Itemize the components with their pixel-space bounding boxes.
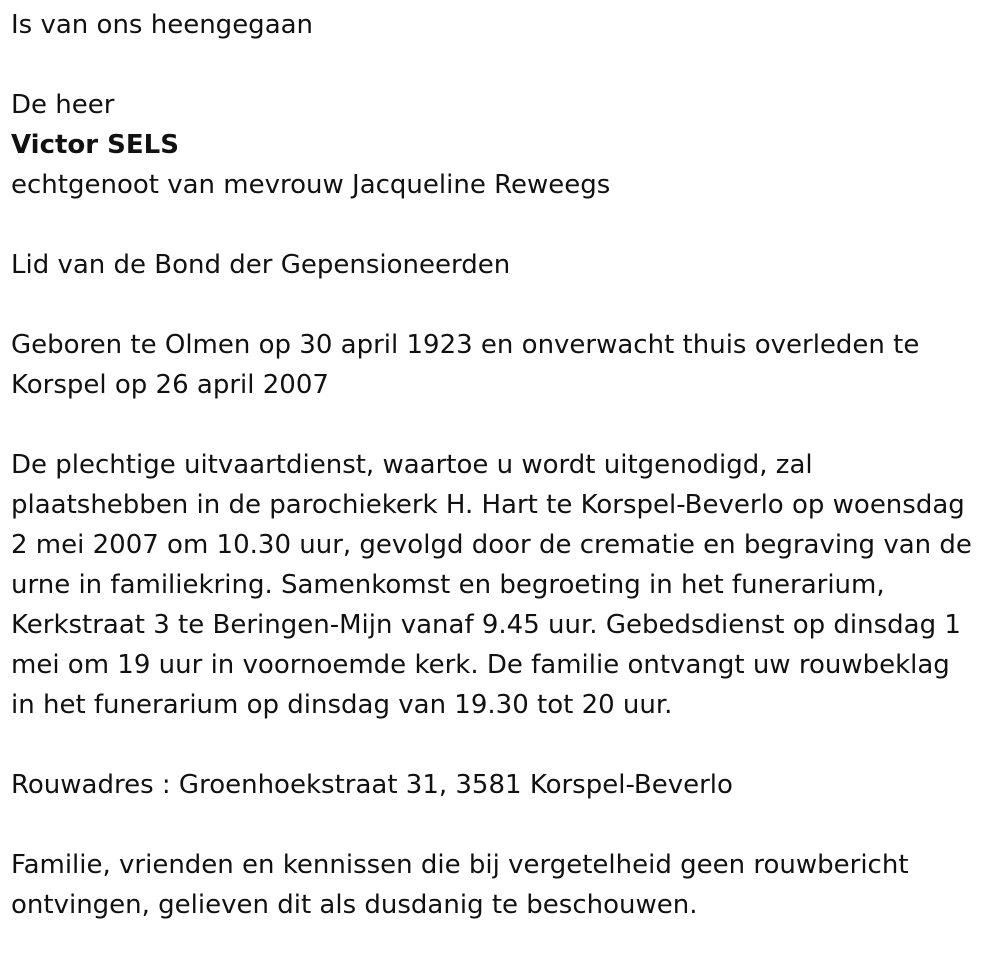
paragraph-line: Korspel op 26 april 2007: [11, 370, 329, 400]
paragraph-line: Geboren te Olmen op 30 april 1923 en onverwacht thuis overleden te: [11, 330, 920, 360]
spacer: [11, 45, 996, 85]
paragraph-line: Kerkstraat 3 te Beringen-Mijn vanaf 9.45 uur. Gebedsdienst op dinsdag 1: [11, 610, 961, 640]
intro-text: Is van ons heengegaan: [11, 10, 314, 40]
paragraph-line: De plechtige uitvaartdienst, waartoe u wordt uitgenodigd, zal: [11, 450, 813, 480]
mourning-address: Rouwadres : Groenhoekstraat 31, 3581 Korspel-Beverlo: [11, 770, 733, 800]
funeral-service-paragraph: [11, 445, 996, 725]
paragraph-line: 2 mei 2007 om 10.30 uur, gevolgd door de crematie en begraving van de: [11, 530, 972, 560]
paragraph-line: plaatshebben in de parochiekerk H. Hart te Korspel-Beverlo op woensdag: [11, 490, 965, 520]
spacer: [11, 405, 996, 445]
closing-paragraph: [11, 845, 996, 925]
paragraph-line: in het funerarium op dinsdag van 19.30 tot 20 uur.: [11, 690, 673, 720]
paragraph-line: mei om 19 uur in voornoemde kerk. De familie ontvangt uw rouwbeklag: [11, 650, 950, 680]
obituary-notice: [11, 5, 996, 925]
spouse-text: echtgenoot van mevrouw Jacqueline Reweegs: [11, 170, 611, 200]
deceased-name: Victor SELS: [11, 130, 179, 160]
paragraph-line: Familie, vrienden en kennissen die bij vergetelheid geen rouwbericht: [11, 850, 909, 880]
birth-death-paragraph: [11, 325, 996, 405]
spacer: [11, 205, 996, 245]
paragraph-line: urne in familiekring. Samenkomst en begroeting in het funerarium,: [11, 570, 885, 600]
spacer: [11, 805, 996, 845]
paragraph-line: ontvingen, gelieven dit als dusdanig te beschouwen.: [11, 890, 698, 920]
honorific: De heer: [11, 90, 115, 120]
spacer: [11, 725, 996, 765]
spacer: [11, 285, 996, 325]
membership-text: Lid van de Bond der Gepensioneerden: [11, 250, 511, 280]
